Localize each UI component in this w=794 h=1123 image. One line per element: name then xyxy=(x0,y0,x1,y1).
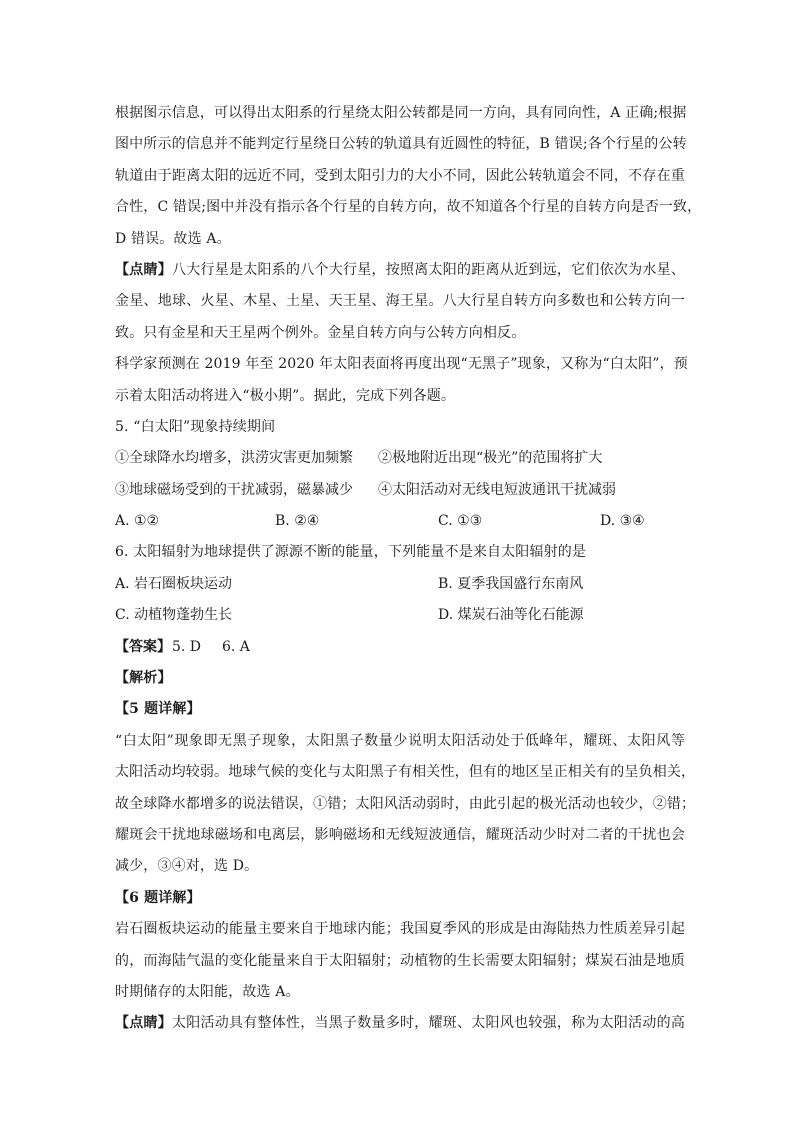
dianjing-text: 太阳活动具有整体性，当黑子数量多时，耀斑、太阳风也较强，称为太阳活动的高 xyxy=(172,1015,685,1032)
question-6-option-row xyxy=(115,600,685,631)
analysis-tag: 【解析】 xyxy=(115,670,172,687)
option-d: D. 煤炭石油等化石能源 xyxy=(438,607,584,624)
detail-6-line: 的，而海陆气温的变化能量来自于太阳辐射；动植物的生长需要太阳辐射；煤炭石油是地质 xyxy=(115,952,685,969)
document-body xyxy=(115,98,702,1040)
answer-tag: 【答案】 xyxy=(115,638,171,655)
dianjing-line: 致。只有金星和天王星两个例外。金星自转方向与公转方向相反。 xyxy=(115,324,526,341)
detail-5-line: “白太阳”现象即无黑子现象，太阳黑子数量少说明太阳活动处于低峰年，耀斑、太阳风等 xyxy=(115,732,685,749)
option-c: C. ①③ xyxy=(438,513,483,530)
option-b: B. 夏季我国盛行东南风 xyxy=(438,575,584,592)
detail-6-line: 岩石圈板块运动的能量主要来自于地球内能；我国夏季风的形成是由海陆热力性质差异引起 xyxy=(115,921,685,938)
intro-line: 示着太阳活动将进入“极小期”。据此，完成下列各题。 xyxy=(115,387,456,404)
option-b: B. ②④ xyxy=(275,513,320,530)
dianjing-tag: 【点睛】 xyxy=(115,261,173,278)
dianjing-text: 八大行星是太阳系的八个大行星，按照离太阳的距离从近到远，它们依次为水星、 xyxy=(172,261,685,278)
statement-2: ②极地附近出现“极光”的范围将扩大 xyxy=(378,450,603,467)
detail-5-line: 太阳活动均较弱。地球气候的变化与太阳黑子有相关性，但有的地区呈正相关有的呈负相关， xyxy=(115,764,696,781)
question-5-options xyxy=(115,506,685,537)
question-5-stem: 5. “白太阳”现象持续期间 xyxy=(115,418,276,435)
detail-5-line: 减少，③④对，选 D。 xyxy=(115,858,259,875)
statement-3: ③地球磁场受到的干扰减弱，磁暴减少 xyxy=(115,481,353,498)
answer-line xyxy=(115,632,685,663)
paragraph-line: 根据图示信息，可以得出太阳系的行星绕太阳公转都是同一方向，具有同向性，A 正确;根据 xyxy=(115,105,687,121)
dianjing-line: 金星、地球、火星、木星、土星、天王星、海王星。八大行星自转方向多数也和公转方向一 xyxy=(115,293,685,310)
question-6-stem: 6. 太阳辐射为地球提供了源源不断的能量，下列能量不是来自太阳辐射的是 xyxy=(115,544,587,561)
statement-1: ①全球降水均增多，洪涝灾害更加频繁 xyxy=(115,450,353,467)
dianjing-line xyxy=(115,255,685,286)
option-a: A. 岩石圈板块运动 xyxy=(115,575,233,592)
detail-5-tag: 【5 题详解】 xyxy=(115,701,201,718)
option-a: A. ①② xyxy=(115,513,160,530)
question-5-statement-row xyxy=(115,443,685,474)
question-6-option-row xyxy=(115,569,685,600)
statement-4: ④太阳活动对无线电短波通讯干扰减弱 xyxy=(378,481,616,498)
question-5-statement-row xyxy=(115,475,685,506)
answer-item: 5. D xyxy=(172,638,202,655)
answer-item: 6. A xyxy=(222,638,250,655)
paragraph-line: 轨道由于距离太阳的远近不同，受到太阳引力的大小不同，因此公转轨道会不同，不存在重 xyxy=(115,167,685,184)
detail-6-line: 时期储存的太阳能，故选 A。 xyxy=(115,983,300,1000)
detail-6-tag: 【6 题详解】 xyxy=(115,889,201,906)
intro-line: 科学家预测在 2019 年至 2020 年太阳表面将再度出现“无黑子”现象，又称为“白太阳”，预 xyxy=(115,356,688,373)
paragraph-line: 图中所示的信息并不能判定行星绕日公转的轨道具有近圆性的特征，B 错误;各个行星的公转 xyxy=(115,136,687,153)
dianjing-line xyxy=(115,1008,685,1039)
detail-5-line: 故全球降水都增多的说法错误，①错；太阳风活动弱时，由此引起的极光活动也较少，②错； xyxy=(115,795,696,812)
paragraph-line: D 错误。故选 A。 xyxy=(115,230,231,247)
option-d: D. ③④ xyxy=(600,513,645,530)
dianjing-tag: 【点睛】 xyxy=(115,1015,173,1032)
paragraph-line: 合性，C 错误;图中并没有指示各个行星的自转方向，故不知道各个行星的自转方向是否一致， xyxy=(115,199,702,216)
detail-5-line: 耀斑会干扰地球磁场和电离层，影响磁场和无线短波通信，耀斑活动少时对二者的干扰也会 xyxy=(115,826,685,843)
option-c: C. 动植物蓬勃生长 xyxy=(115,607,233,624)
